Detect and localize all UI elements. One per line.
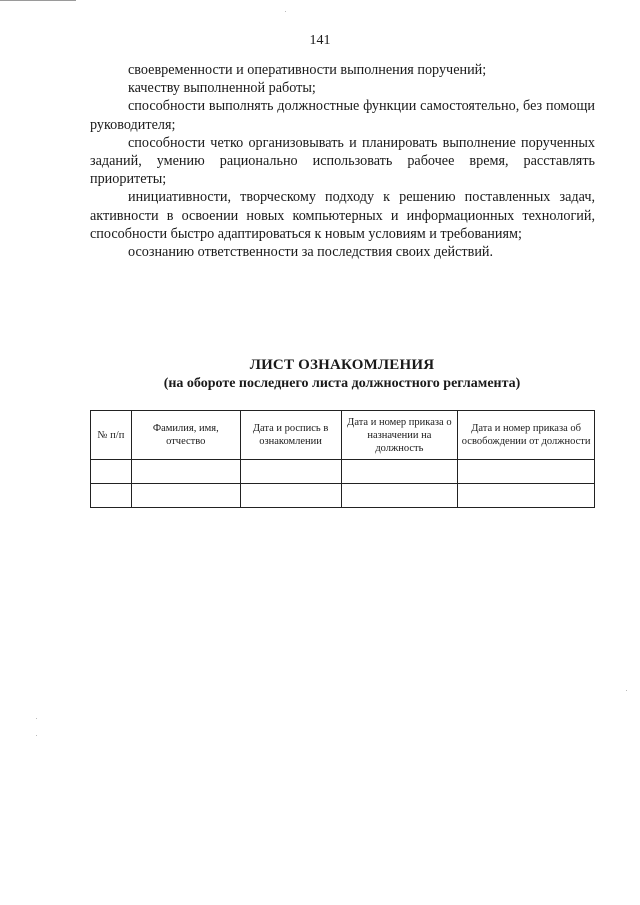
table-cell [131, 460, 240, 484]
table-cell [458, 460, 595, 484]
sheet-title: ЛИСТ ОЗНАКОМЛЕНИЯ [249, 357, 435, 373]
header-appointment-order: Дата и номер приказа о назначении на должность [341, 411, 458, 460]
header-dismissal-order: Дата и номер приказа об освобождении от должности [458, 411, 595, 460]
scan-speck [626, 690, 627, 691]
table-row [91, 484, 595, 508]
table-cell [131, 484, 240, 508]
table-cell [341, 460, 458, 484]
table-row [91, 460, 595, 484]
scan-speck [285, 11, 286, 12]
paragraph: своевременности и оперативности выполнения поручений; [128, 62, 487, 78]
table-cell [341, 484, 458, 508]
acknowledgement-table [90, 410, 595, 508]
table-cell [91, 484, 132, 508]
header-signature-date: Дата и роспись в ознакомлении [240, 411, 341, 460]
scan-speck [36, 735, 37, 736]
scan-speck [36, 718, 37, 719]
table-cell [458, 484, 595, 508]
paragraph: способности выполнять должностные функции самостоятельно, без помощи руководителя; [90, 98, 595, 133]
table-header-row [91, 411, 595, 460]
paragraph: способности четко организовывать и планировать выполнение порученных заданий, умению рационально использовать рабочее время, расставлять приоритеты; [90, 134, 595, 188]
table-cell [240, 484, 341, 508]
paragraph: осознанию ответственности за последствия своих действий. [128, 244, 494, 261]
table-cell [91, 460, 132, 484]
page-number: 141 [309, 33, 331, 48]
paragraph: качеству выполненной работы; [128, 80, 316, 97]
header-full-name: Фамилия, имя, отчество [131, 411, 240, 460]
paragraph: инициативности, творческому подходу к решению поставленных задач, активности в освоении новых компьютерных и информационных технологий, способности быстро адаптироваться к новым условиям и требованиям; [90, 189, 595, 242]
body-text [90, 61, 595, 261]
scan-edge-line [0, 0, 76, 1]
table-cell [240, 460, 341, 484]
sheet-subtitle: (на обороте последнего листа должностного регламента) [163, 376, 521, 391]
header-number: № п/п [91, 411, 132, 460]
